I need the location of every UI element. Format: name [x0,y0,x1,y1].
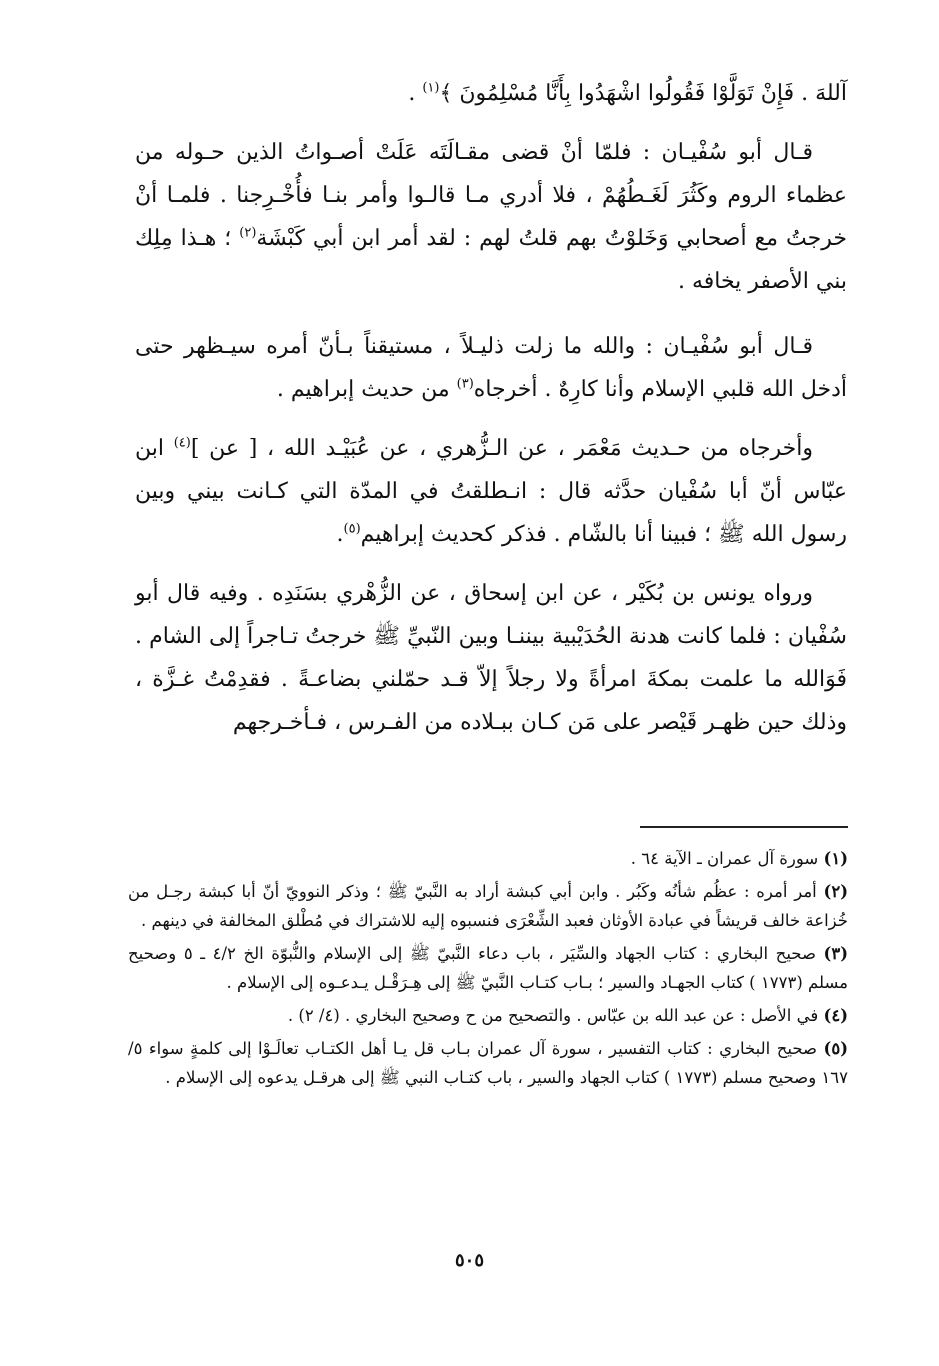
paragraph-abu-sufyan-1 [135,131,847,303]
footnote-divider [640,826,848,828]
paragraph-abu-sufyan-2 [135,325,847,411]
verse-end: . [408,81,416,106]
paragraph-yunus: ورواه يونس بن بُكَيْر ، عن ابن إسحاق ، عن الزُّهْري بسَنَدِه . وفيه قال أبو سُفْيان : فلما كانت هدنة الحُدَيْبية بيننـا وبين النّبيِّ ﷺ خرجتُ تـاجراً إلى الشام . فَوَالله ما علمت بمكةَ امرأةً ولا رجلاً إلاّ قـد حمّلني بضاعـةً . فقدِمْتُ غـزَّة ، وذلك حين ظهـر قَيْصر على مَن كـان ببـلاده من الفـرس ، فـأخـرجهم [135,581,847,735]
footnote-number: (٣) [823,944,849,963]
footnote-1 [128,844,848,873]
footnote-text: سورة آل عمران ـ الآية ٦٤ . [630,849,819,868]
footnote-text: أمر أمره : عظُم شأنُه وكَبُر . وابن أبي كبشة أراد به النَّبيّ ﷺ ؛ وذكر النوويّ أنّ أبا كبشة رجـل من خُزاعة خالف قريشاً في عبادة الأوثان فعبد الشِّعْرَى فنسبوه إليه للاشتراك في مُطْلق المخالفة في دينهم . [128,882,848,930]
footnote-2 [128,877,848,935]
footnote-ref-4: (٤) [173,435,191,451]
paragraph-end: . [336,522,344,547]
paragraph-quran-verse [135,72,847,115]
footnote-ref-1: (١) [422,80,440,96]
paragraph-makhraj [135,427,847,556]
paragraph-text-cont: ؛ هـذا مِلِك بني الأصفر يخافه . [135,226,847,294]
paragraph-text: قـال أبو سُفْيـان : والله ما زلت ذليـلاً ، مستيقناً بـأنّ أمره سيـظهر حتى أدخل الله قلبي الإسلام وأنا كارِهٌ . أخرجاه [135,334,847,402]
footnote-3 [128,939,848,997]
footnote-text: صحيح البخاري : كتاب الجهاد والسِّيَر ، باب دعاء النَّبيّ ﷺ إلى الإسلام والنُّبوّة الخ ٤/٢ ـ ٥ وصحيح مسلم (١٧٧٣ ) كتاب الجهـاد والسير ؛ بـاب كتـاب النَّبيّ ﷺ إلى هِـرَقْـل يـدعـوه إلى الإسلام . [128,944,848,992]
footnote-5 [128,1034,848,1092]
verse-text: آللهَ . فَإِنْ تَوَلَّوْا فَقُولُوا اشْهَدُوا بِأَنَّا مُسْلِمُونَ ﴾ [439,81,847,106]
footnotes [128,844,848,1096]
paragraph-text-cont: من حديث إبراهيم . [276,377,450,402]
footnote-number: (٥) [823,1039,848,1058]
paragraph-text-cont: ابن عبّاس أنّ أبا سُفْيان حدَّثه قال : انـطلقتُ في المدّة التي كـانت بيني وبين رسول الله ﷺ ؛ فبينا أنا بالشّام . فذكر كحديث إبراهيم [135,436,847,547]
footnote-text: صحيح البخاري : كتاب التفسير ، سورة آل عمران بـاب قل يـا أهل الكتـاب تعالَـوْا إلى كلمةٍ سواء ٥/ ١٦٧ وصحيح مسلم (١٧٧٣ ) كتاب الجهاد والسير ، باب كتـاب النبي ﷺ إلى هرقـل يدعوه إلى الإسلام . [128,1039,848,1087]
footnote-number: (٤) [823,1006,848,1025]
footnote-ref-2: (٢) [239,225,257,241]
footnote-4 [128,1001,848,1030]
paragraph-text: قـال أبو سُفْيـان : فلمّا أنْ قضى مقـالَتَه عَلَتْ أصـواتُ الذين حـوله من عظماء الروم وكَثُرَ لَغَـطُهُمْ ، فلا أدري مـا قالـوا وأمر بنـا فأُخْـرِجنا . فلمـا أنْ خرجتُ مع أصحابي وَخَلوْتُ بهم قلتُ لهم : لقد أمر ابن أبي كَبْشَة [135,140,847,251]
page-number: ٥٠٥ [454,1250,484,1271]
footnote-number: (٢) [823,882,848,901]
footnote-ref-3: (٣) [456,376,474,392]
main-text [135,72,847,744]
footnote-number: (١) [823,849,848,868]
footnote-text: في الأصل : عن عبد الله بن عبّاس . والتصحيح من ح وصحيح البخاري . (٤/ ٢) . [287,1006,819,1025]
paragraph-text: وأخرجاه من حـديث مَعْمَر ، عن الـزُّهري ، عن عُبَيْـد الله ، [ عن ] [190,436,813,461]
footnote-ref-5: (٥) [343,521,361,537]
